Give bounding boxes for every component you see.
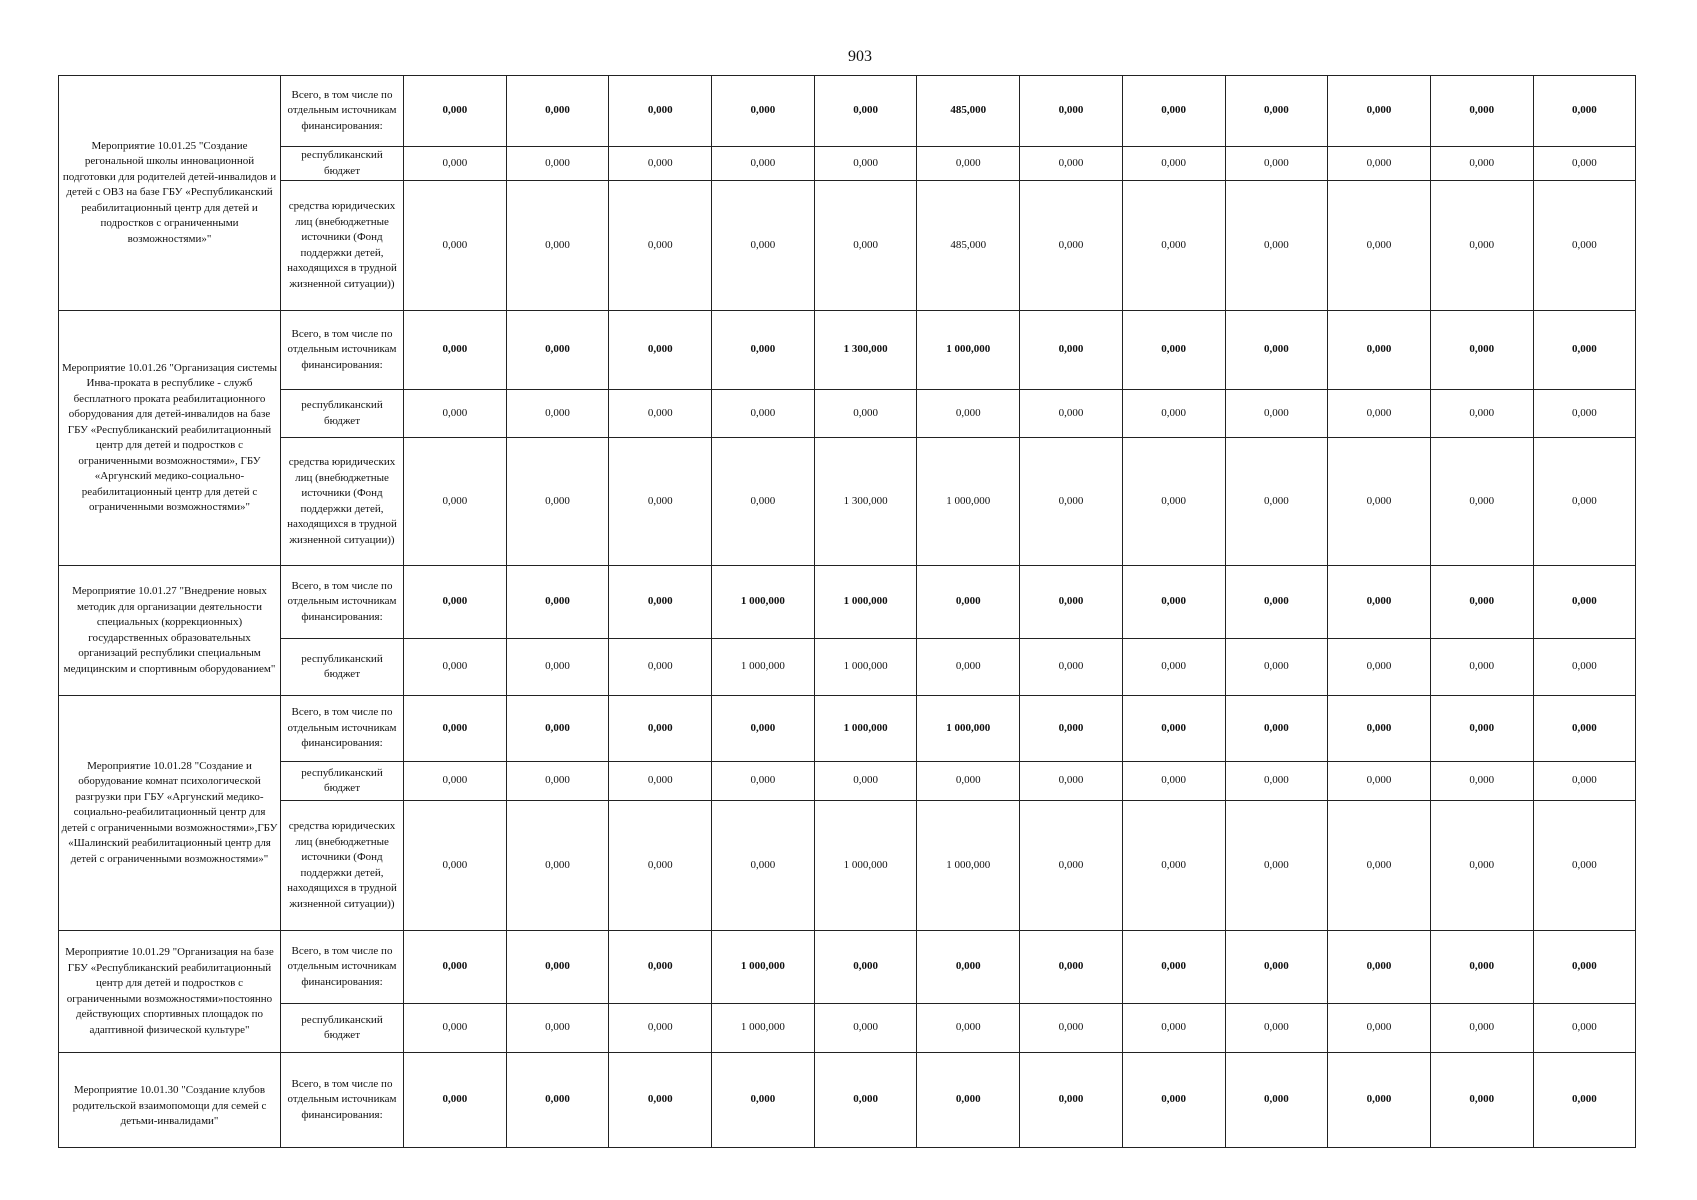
amount-cell: 0,000 (1225, 762, 1328, 801)
amount-cell: 0,000 (1225, 181, 1328, 311)
amount-cell: 0,000 (1225, 639, 1328, 696)
amount-cell: 0,000 (1533, 147, 1636, 181)
amount-cell: 0,000 (1225, 438, 1328, 566)
amount-cell: 1 300,000 (814, 438, 917, 566)
budget-table (58, 75, 1636, 1148)
amount-cell: 0,000 (1122, 696, 1225, 762)
amount-cell: 0,000 (609, 762, 712, 801)
amount-cell: 0,000 (404, 1004, 507, 1053)
amount-cell: 0,000 (1430, 311, 1533, 390)
amount-cell: 0,000 (506, 566, 609, 639)
page-number: 903 (848, 48, 872, 65)
table-row (59, 931, 1636, 1004)
amount-cell: 0,000 (609, 1053, 712, 1148)
amount-cell: 0,000 (1430, 438, 1533, 566)
amount-cell: 1 000,000 (712, 1004, 815, 1053)
amount-cell: 0,000 (1533, 801, 1636, 931)
amount-cell: 1 000,000 (712, 566, 815, 639)
amount-cell: 0,000 (1122, 147, 1225, 181)
amount-cell: 0,000 (1225, 696, 1328, 762)
amount-cell: 0,000 (1430, 147, 1533, 181)
amount-cell: 0,000 (1533, 639, 1636, 696)
amount-cell: 0,000 (1533, 181, 1636, 311)
amount-cell: 0,000 (1430, 390, 1533, 438)
amount-cell: 0,000 (1430, 76, 1533, 147)
amount-cell: 0,000 (1020, 147, 1123, 181)
amount-cell: 0,000 (1020, 181, 1123, 311)
amount-cell: 0,000 (917, 566, 1020, 639)
amount-cell: 0,000 (404, 1053, 507, 1148)
amount-cell: 0,000 (814, 147, 917, 181)
amount-cell: 0,000 (609, 311, 712, 390)
funding-source: средства юридических лиц (внебюджетные источники (Фонд поддержки детей, находящихся в трудной жизненной ситуации)) (281, 438, 404, 566)
amount-cell: 0,000 (1328, 438, 1431, 566)
amount-cell: 0,000 (1020, 76, 1123, 147)
amount-cell: 0,000 (506, 931, 609, 1004)
funding-source: республиканский бюджет (281, 762, 404, 801)
funding-source: средства юридических лиц (внебюджетные источники (Фонд поддержки детей, находящихся в трудной жизненной ситуации)) (281, 181, 404, 311)
amount-cell: 0,000 (1430, 181, 1533, 311)
amount-cell: 0,000 (712, 762, 815, 801)
amount-cell: 0,000 (917, 1053, 1020, 1148)
table-row (59, 181, 1636, 311)
amount-cell: 1 000,000 (814, 696, 917, 762)
amount-cell: 0,000 (712, 311, 815, 390)
amount-cell: 0,000 (712, 181, 815, 311)
amount-cell: 0,000 (506, 801, 609, 931)
amount-cell: 0,000 (1533, 762, 1636, 801)
amount-cell: 0,000 (814, 762, 917, 801)
amount-cell: 0,000 (1430, 1004, 1533, 1053)
amount-cell: 0,000 (1533, 696, 1636, 762)
amount-cell: 0,000 (1122, 931, 1225, 1004)
amount-cell: 0,000 (1020, 696, 1123, 762)
amount-cell: 0,000 (1328, 762, 1431, 801)
amount-cell: 0,000 (1225, 1053, 1328, 1148)
amount-cell: 0,000 (1020, 390, 1123, 438)
amount-cell: 1 000,000 (917, 438, 1020, 566)
amount-cell: 0,000 (1328, 566, 1431, 639)
amount-cell: 0,000 (1225, 311, 1328, 390)
amount-cell: 1 000,000 (917, 311, 1020, 390)
amount-cell: 0,000 (404, 566, 507, 639)
amount-cell: 0,000 (1328, 1053, 1431, 1148)
event-title: Мероприятие 10.01.28 "Создание и оборудование комнат психологической разгрузки при ГБУ «Аргунский медико-социально-реабилитационный центр для детей с ограниченными возможностями»,ГБУ «Шалинский реабилитационный центр для детей с ограниченными возможностями»" (59, 696, 281, 931)
funding-source: республиканский бюджет (281, 390, 404, 438)
funding-source: республиканский бюджет (281, 1004, 404, 1053)
amount-cell: 0,000 (1122, 438, 1225, 566)
amount-cell: 0,000 (506, 147, 609, 181)
amount-cell: 0,000 (1533, 311, 1636, 390)
table-row (59, 696, 1636, 762)
table-row (59, 639, 1636, 696)
amount-cell: 0,000 (1122, 762, 1225, 801)
amount-cell: 0,000 (404, 762, 507, 801)
amount-cell: 0,000 (917, 762, 1020, 801)
amount-cell: 0,000 (712, 76, 815, 147)
funding-source: Всего, в том числе по отдельным источникам финансирования: (281, 1053, 404, 1148)
amount-cell: 0,000 (1533, 438, 1636, 566)
event-title: Мероприятие 10.01.27 "Внедрение новых методик для организации деятельности специальных (коррекционных) государственных образовательных организаций республики специальным медицинским и спортивным оборудованием" (59, 566, 281, 696)
amount-cell: 0,000 (917, 147, 1020, 181)
amount-cell: 0,000 (1533, 931, 1636, 1004)
event-title: Мероприятие 10.01.26 "Организация системы Инва-проката в республике - служб бесплатного проката реабилитационного оборудования для детей-инвалидов на базе ГБУ «Республиканский реабилитационный центр для детей и подростков с ограниченными возможностями», ГБУ «Аргунский медико-социально-реабилитационный центр для детей с ограниченными возможностями»" (59, 311, 281, 566)
amount-cell: 0,000 (712, 1053, 815, 1148)
amount-cell: 0,000 (1122, 1004, 1225, 1053)
amount-cell: 1 000,000 (712, 639, 815, 696)
amount-cell: 0,000 (609, 931, 712, 1004)
amount-cell: 0,000 (609, 696, 712, 762)
amount-cell: 0,000 (506, 390, 609, 438)
amount-cell: 0,000 (404, 76, 507, 147)
amount-cell: 0,000 (609, 1004, 712, 1053)
table-row (59, 801, 1636, 931)
amount-cell: 0,000 (917, 931, 1020, 1004)
amount-cell: 0,000 (1020, 1004, 1123, 1053)
amount-cell: 0,000 (814, 76, 917, 147)
amount-cell: 0,000 (1020, 762, 1123, 801)
amount-cell: 0,000 (712, 147, 815, 181)
amount-cell: 0,000 (814, 1053, 917, 1148)
amount-cell: 1 300,000 (814, 311, 917, 390)
amount-cell: 0,000 (609, 390, 712, 438)
amount-cell: 0,000 (917, 639, 1020, 696)
amount-cell: 0,000 (506, 762, 609, 801)
amount-cell: 0,000 (404, 147, 507, 181)
amount-cell: 0,000 (1122, 1053, 1225, 1148)
funding-source: республиканский бюджет (281, 639, 404, 696)
amount-cell: 0,000 (917, 1004, 1020, 1053)
amount-cell: 0,000 (1533, 390, 1636, 438)
amount-cell: 0,000 (1225, 147, 1328, 181)
table-row (59, 390, 1636, 438)
amount-cell: 0,000 (1225, 390, 1328, 438)
amount-cell: 0,000 (1122, 311, 1225, 390)
amount-cell: 0,000 (404, 696, 507, 762)
amount-cell: 0,000 (917, 390, 1020, 438)
amount-cell: 0,000 (506, 639, 609, 696)
amount-cell: 0,000 (506, 1004, 609, 1053)
amount-cell: 485,000 (917, 76, 1020, 147)
amount-cell: 0,000 (1533, 566, 1636, 639)
amount-cell: 1 000,000 (814, 566, 917, 639)
amount-cell: 1 000,000 (712, 931, 815, 1004)
amount-cell: 0,000 (1122, 181, 1225, 311)
funding-source: республиканский бюджет (281, 147, 404, 181)
amount-cell: 0,000 (1328, 147, 1431, 181)
amount-cell: 0,000 (1225, 76, 1328, 147)
amount-cell: 1 000,000 (814, 639, 917, 696)
amount-cell: 0,000 (506, 76, 609, 147)
funding-source: Всего, в том числе по отдельным источникам финансирования: (281, 76, 404, 147)
amount-cell: 0,000 (609, 566, 712, 639)
amount-cell: 0,000 (404, 181, 507, 311)
amount-cell: 0,000 (1020, 931, 1123, 1004)
amount-cell: 0,000 (1430, 801, 1533, 931)
amount-cell: 0,000 (1122, 566, 1225, 639)
amount-cell: 0,000 (1122, 801, 1225, 931)
table-row (59, 1053, 1636, 1148)
amount-cell: 0,000 (1020, 438, 1123, 566)
amount-cell: 1 000,000 (917, 801, 1020, 931)
amount-cell: 0,000 (404, 931, 507, 1004)
amount-cell: 0,000 (1328, 931, 1431, 1004)
amount-cell: 0,000 (1430, 696, 1533, 762)
table-row (59, 566, 1636, 639)
amount-cell: 0,000 (814, 181, 917, 311)
amount-cell: 0,000 (814, 1004, 917, 1053)
amount-cell: 0,000 (404, 801, 507, 931)
amount-cell: 0,000 (609, 76, 712, 147)
amount-cell: 0,000 (1430, 762, 1533, 801)
amount-cell: 0,000 (1328, 801, 1431, 931)
amount-cell: 0,000 (1533, 1004, 1636, 1053)
amount-cell: 0,000 (1533, 1053, 1636, 1148)
event-title-clip: Мероприятие 10.01.30 "Создание клубов родительской взаимопомощи для семей с детьми-инвалидами" (72, 1084, 267, 1127)
amount-cell: 0,000 (609, 639, 712, 696)
amount-cell: 0,000 (1122, 639, 1225, 696)
amount-cell: 0,000 (506, 1053, 609, 1148)
amount-cell: 0,000 (404, 639, 507, 696)
amount-cell: 0,000 (1020, 639, 1123, 696)
amount-cell: 0,000 (1225, 931, 1328, 1004)
amount-cell: 0,000 (1328, 181, 1431, 311)
table-row (59, 1004, 1636, 1053)
amount-cell: 0,000 (506, 696, 609, 762)
amount-cell: 0,000 (1122, 76, 1225, 147)
table-row (59, 762, 1636, 801)
amount-cell: 0,000 (1225, 801, 1328, 931)
table-row (59, 147, 1636, 181)
amount-cell: 0,000 (814, 931, 917, 1004)
table-row (59, 311, 1636, 390)
amount-cell: 1 000,000 (814, 801, 917, 931)
amount-cell: 0,000 (404, 390, 507, 438)
amount-cell: 0,000 (404, 311, 507, 390)
amount-cell: 0,000 (712, 696, 815, 762)
amount-cell: 0,000 (1328, 390, 1431, 438)
amount-cell: 0,000 (609, 181, 712, 311)
amount-cell: 0,000 (1328, 1004, 1431, 1053)
amount-cell: 0,000 (1328, 76, 1431, 147)
amount-cell: 0,000 (1020, 801, 1123, 931)
amount-cell: 0,000 (1020, 1053, 1123, 1148)
funding-source: Всего, в том числе по отдельным источникам финансирования: (281, 311, 404, 390)
amount-cell: 0,000 (1430, 566, 1533, 639)
amount-cell: 0,000 (609, 801, 712, 931)
table-row (59, 438, 1636, 566)
amount-cell: 0,000 (1225, 566, 1328, 639)
amount-cell: 0,000 (506, 181, 609, 311)
event-title: Мероприятие 10.01.29 "Организация на базе ГБУ «Республиканский реабилитационный центр для детей и подростков с ограниченными возможностями»постоянно действующих спортивных площадок по адаптивной физической культуре" (59, 931, 281, 1053)
funding-source: Всего, в том числе по отдельным источникам финансирования: (281, 566, 404, 639)
amount-cell: 0,000 (712, 438, 815, 566)
amount-cell: 0,000 (712, 390, 815, 438)
amount-cell: 0,000 (1122, 390, 1225, 438)
amount-cell: 0,000 (1225, 1004, 1328, 1053)
amount-cell: 0,000 (404, 438, 507, 566)
event-title (59, 1053, 281, 1148)
amount-cell: 0,000 (814, 390, 917, 438)
amount-cell: 0,000 (1020, 566, 1123, 639)
amount-cell: 0,000 (609, 438, 712, 566)
funding-source: средства юридических лиц (внебюджетные источники (Фонд поддержки детей, находящихся в трудной жизненной ситуации)) (281, 801, 404, 931)
amount-cell: 0,000 (1533, 76, 1636, 147)
table-row (59, 76, 1636, 147)
amount-cell: 0,000 (506, 311, 609, 390)
funding-source: Всего, в том числе по отдельным источникам финансирования: (281, 696, 404, 762)
amount-cell: 0,000 (1430, 639, 1533, 696)
funding-source: Всего, в том числе по отдельным источникам финансирования: (281, 931, 404, 1004)
amount-cell: 0,000 (506, 438, 609, 566)
event-title: Мероприятие 10.01.25 "Создание регональной школы инновационной подготовки для родителей детей-инвалидов и детей с ОВЗ на базе ГБУ «Республиканский реабилитационный центр для детей и подростков с ограниченными возможностями»" (59, 76, 281, 311)
amount-cell: 0,000 (1020, 311, 1123, 390)
amount-cell: 0,000 (1328, 639, 1431, 696)
amount-cell: 0,000 (1430, 1053, 1533, 1148)
amount-cell: 485,000 (917, 181, 1020, 311)
amount-cell: 0,000 (712, 801, 815, 931)
amount-cell: 0,000 (609, 147, 712, 181)
budget-table-body (59, 76, 1636, 1148)
amount-cell: 1 000,000 (917, 696, 1020, 762)
amount-cell: 0,000 (1430, 931, 1533, 1004)
amount-cell: 0,000 (1328, 311, 1431, 390)
amount-cell: 0,000 (1328, 696, 1431, 762)
